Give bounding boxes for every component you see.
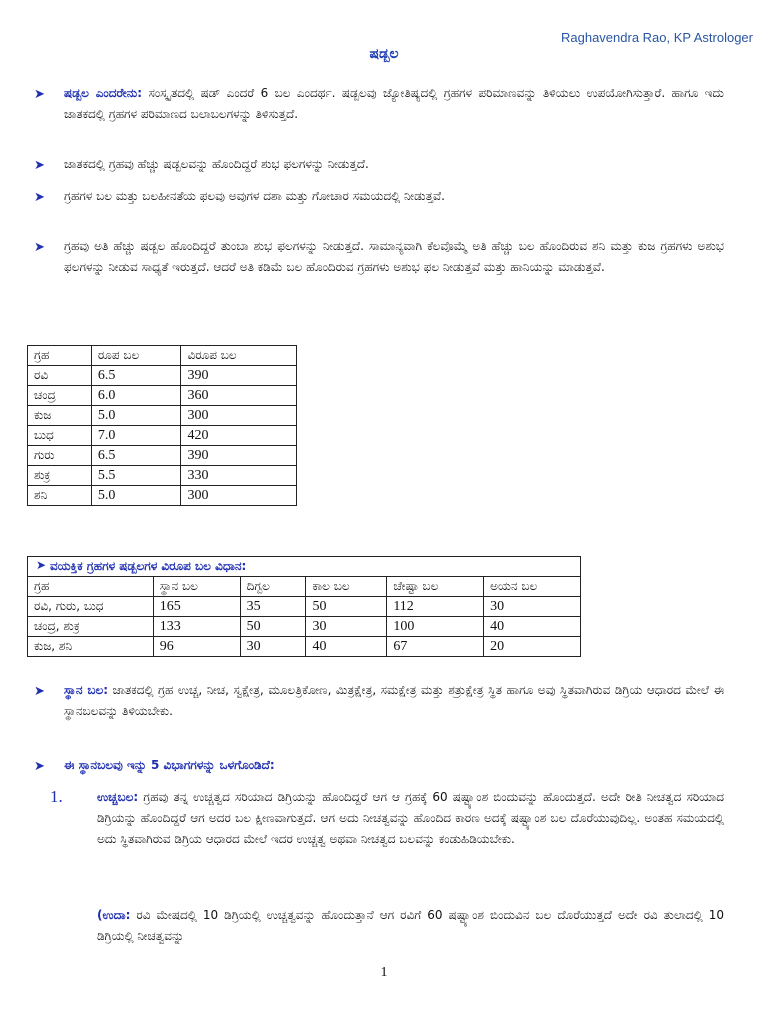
- value-cell: 5.0: [91, 486, 181, 506]
- header-cell: ಕಾಲ ಬಲ: [306, 577, 387, 597]
- value-cell: 6.5: [91, 446, 181, 466]
- planet-cell: ರವಿ, ಗುರು, ಬುಧ: [28, 597, 154, 617]
- value-cell: 67: [387, 637, 484, 657]
- value-cell: 96: [153, 637, 240, 657]
- value-cell: 30: [240, 637, 306, 657]
- value-cell: 165: [153, 597, 240, 617]
- table-row: [28, 366, 297, 386]
- bullet-text: ಸಂಸ್ಕೃತದಲ್ಲಿ ಷಡ್ ಎಂದರೆ 6 ಬಲ ಎಂದರ್ಥ. ಷಡ್ಬಲವು ಜ್ಯೋತಿಷ್ಯದಲ್ಲಿ ಗ್ರಹಗಳ ಪರಿಮಾಣವನ್ನು ತಿಳಿಯಲು ಉಪಯೋಗಿಸುತ್ತಾರೆ. ಹಾಗೂ ಇದು ಜಾತಕದಲ್ಲಿ ಗ್ರಹಗಳ ಪರಿಮಾಣದ ಬಲಾಬಲಗಳನ್ನು ತಿಳಿಸುತ್ತದೆ.: [64, 86, 724, 121]
- sthana-lead: ಸ್ಥಾನ ಬಲ:: [64, 683, 109, 697]
- table-row: [28, 426, 297, 446]
- arrow-bullet-icon: ➤: [36, 558, 47, 572]
- arrow-bullet-icon: ➤: [34, 87, 45, 102]
- sthana-sub-heading: ಈ ಸ್ಥಾನಬಲವು ಇನ್ನು 5 ವಿಭಾಗಗಳನ್ನು ಒಳಗೊಂಡಿದೆ:: [64, 758, 275, 772]
- header-cell: ಗ್ರಹ: [28, 346, 92, 366]
- table-header-row: [28, 346, 297, 366]
- bullet-lead: ಷಡ್ಬಲ ಎಂದರೇನು:: [64, 86, 143, 100]
- value-cell: 390: [181, 366, 297, 386]
- sthana-bala-paragraph: [34, 680, 724, 722]
- planet-cell: ಚಂದ್ರ: [28, 386, 92, 406]
- bullet-paragraph: [34, 236, 724, 278]
- value-cell: 20: [484, 637, 581, 657]
- value-cell: 133: [153, 617, 240, 637]
- value-cell: 35: [240, 597, 306, 617]
- page-number: 1: [380, 965, 388, 980]
- arrow-bullet-icon: ➤: [34, 684, 45, 699]
- table-row: [28, 406, 297, 426]
- rupa-bala-table: [27, 345, 297, 506]
- table-row: [28, 386, 297, 406]
- arrow-bullet-icon: ➤: [34, 240, 45, 255]
- sthana-text: ಜಾತಕದಲ್ಲಿ ಗ್ರಹ ಉಚ್ಚ, ನೀಚ, ಸ್ವಕ್ಷೇತ್ರ, ಮೂಲತ್ರಿಕೋಣ, ಮಿತ್ರಕ್ಷೇತ್ರ, ಸಮಕ್ಷೇತ್ರ ಮತ್ತು ಶತ್ರುಕ್ಷೇತ್ರ ಸ್ಥಿತ ಹಾಗೂ ಅವು ಸ್ಥಿತವಾಗಿರುವ ಡಿಗ್ರಿಯ ಆಧಾರದ ಮೇಲೆ ಈ ಸ್ಥಾನಬಲವನ್ನು ತಿಳಿಯಬೇಕು.: [64, 683, 724, 718]
- value-cell: 112: [387, 597, 484, 617]
- page-title: ಷಡ್ಬಲ: [369, 46, 399, 62]
- value-cell: 300: [181, 486, 297, 506]
- value-cell: 30: [306, 617, 387, 637]
- value-cell: 40: [306, 637, 387, 657]
- value-cell: 6.0: [91, 386, 181, 406]
- header-cell: ಅಯನ ಬಲ: [484, 577, 581, 597]
- table-row: [28, 637, 581, 657]
- value-cell: 5.0: [91, 406, 181, 426]
- table-caption: [28, 557, 581, 577]
- planet-cell: ರವಿ: [28, 366, 92, 386]
- bullet-text: ಗ್ರಹಗಳ ಬಲ ಮತ್ತು ಬಲಹೀನತೆಯ ಫಲವು ಅವುಗಳ ದಶಾ ಮತ್ತು ಗೋಚಾರ ಸಮಯದಲ್ಲಿ ನೀಡುತ್ತವೆ.: [64, 189, 445, 203]
- example-paragraph: [97, 905, 724, 947]
- table-row: [28, 617, 581, 637]
- arrow-bullet-icon: ➤: [34, 158, 45, 173]
- uchcha-bala-paragraph: [97, 787, 724, 850]
- author-credit: Raghavendra Rao, KP Astrologer: [561, 30, 753, 45]
- header-cell: ಗ್ರಹ: [28, 577, 154, 597]
- example-text: ರವಿ ಮೇಷದಲ್ಲಿ 10 ಡಿಗ್ರಿಯಲ್ಲಿ ಉಚ್ಚತ್ವವನ್ನು ಹೊಂದುತ್ತಾನೆ ಆಗ ರವಿಗೆ 60 ಷಷ್ಟ್ಯಾಂಶ ಬಿಂದುವಿನ ಬಲ ದೊರೆಯುತ್ತದೆ ಅದೇ ರವಿ ತುಲಾದಲ್ಲಿ 10 ಡಿಗ್ರಿಯಲ್ಲಿ ನೀಚತ್ವವನ್ನು: [97, 908, 724, 943]
- planet-cell: ಚಂದ್ರ, ಶುಕ್ರ: [28, 617, 154, 637]
- table-row: [28, 597, 581, 617]
- value-cell: 50: [306, 597, 387, 617]
- header-cell: ವಿರೂಪ ಬಲ: [181, 346, 297, 366]
- table-row: [28, 446, 297, 466]
- value-cell: 330: [181, 466, 297, 486]
- value-cell: 5.5: [91, 466, 181, 486]
- value-cell: 30: [484, 597, 581, 617]
- planet-cell: ಬುಧ: [28, 426, 92, 446]
- planet-cell: ಕುಜ: [28, 406, 92, 426]
- planet-cell: ಗುರು: [28, 446, 92, 466]
- table-caption-text: ವಯಕ್ತಿಕ ಗ್ರಹಗಳ ಷಡ್ಬಲಗಳ ವಿರೂಪ ಬಲ ವಿಧಾನ:: [50, 559, 247, 573]
- value-cell: 420: [181, 426, 297, 446]
- planet-cell: ಶುಕ್ರ: [28, 466, 92, 486]
- bullet-paragraph: [34, 83, 724, 125]
- header-cell: ರೂಪ ಬಲ: [91, 346, 181, 366]
- uchcha-text: ಗ್ರಹವು ತನ್ನ ಉಚ್ಚತ್ವದ ಸರಿಯಾದ ಡಿಗ್ರಿಯನ್ನು ಹೊಂದಿದ್ದರೆ ಆಗ ಆ ಗ್ರಹಕ್ಕೆ 60 ಷಷ್ಟ್ಯಾಂಶ ಬಿಂದುವನ್ನು ಹೊಂದುತ್ತದೆ. ಅದೇ ರೀತಿ ನೀಚತ್ವದ ಸರಿಯಾದ ಡಿಗ್ರಿಯನ್ನು ಹೊಂದಿದ್ದರೆ ಆಗ ಅದರ ಬಲ ಕ್ಷೀಣವಾಗುತ್ತದೆ. ಆಗ ಅದು ನೀಚತ್ವವನ್ನು ಹೊಂದಿದ ಕಾರಣ ಅದಕ್ಕೆ ಷಷ್ಟ್ಯಾಂಶ ಬಲ ದೊರೆಯುವುದಿಲ್ಲ. ಅಂತಹ ಸಮಯದಲ್ಲಿ ಅದು ಸ್ಥಿತವಾಗಿರುವ ಡಿಗ್ರಿಯ ಆಧಾರದ ಮೇಲೆ ಇದರ ಉಚ್ಚತ್ವ ಅಥವಾ ನೀಚತ್ವದ ಬಲವನ್ನು ಕಂಡುಹಿಡಿಯಬೇಕು.: [97, 790, 724, 846]
- value-cell: 360: [181, 386, 297, 406]
- virupa-bala-table: [27, 556, 581, 657]
- table-row: [28, 486, 297, 506]
- value-cell: 390: [181, 446, 297, 466]
- bullet-paragraph: [34, 186, 724, 207]
- bullet-paragraph: [34, 154, 724, 175]
- item-number: 1.: [50, 787, 63, 806]
- value-cell: 100: [387, 617, 484, 637]
- header-cell: ದಿಗ್ಬಲ: [240, 577, 306, 597]
- planet-cell: ಶನಿ: [28, 486, 92, 506]
- value-cell: 6.5: [91, 366, 181, 386]
- arrow-bullet-icon: ➤: [34, 759, 45, 774]
- table-header-row: [28, 577, 581, 597]
- sthana-subsection: [34, 755, 724, 776]
- value-cell: 7.0: [91, 426, 181, 446]
- uchcha-lead: ಉಚ್ಚಬಲ:: [97, 790, 139, 804]
- planet-cell: ಕುಜ, ಶನಿ: [28, 637, 154, 657]
- arrow-bullet-icon: ➤: [34, 190, 45, 205]
- bullet-text: ಗ್ರಹವು ಅತಿ ಹೆಚ್ಚು ಷಡ್ಬಲ ಹೊಂದಿದ್ದರೆ ತುಂಬಾ ಶುಭ ಫಲಗಳನ್ನು ನೀಡುತ್ತದೆ. ಸಾಮಾನ್ಯವಾಗಿ ಕೆಲವೊಮ್ಮೆ ಅತಿ ಹೆಚ್ಚು ಬಲ ಹೊಂದಿರುವ ಶನಿ ಮತ್ತು ಕುಜ ಗ್ರಹಗಳು ಅಶುಭ ಫಲಗಳನ್ನು ನೀಡುವ ಸಾಧ್ಯತೆ ಇರುತ್ತದೆ. ಆದರೆ ಅತಿ ಕಡಿಮೆ ಬಲ ಹೊಂದಿರುವ ಗ್ರಹಗಳು ಅಶುಭ ಫಲ ನೀಡುತ್ತವೆ ಮತ್ತು ಹಾನಿಯನ್ನು ಮಾಡುತ್ತವೆ.: [64, 239, 724, 274]
- bullet-text: ಜಾತಕದಲ್ಲಿ ಗ್ರಹವು ಹೆಚ್ಚು ಷಡ್ಬಲವನ್ನು ಹೊಂದಿದ್ದರೆ ಶುಭ ಫಲಗಳನ್ನು ನೀಡುತ್ತದೆ.: [64, 157, 369, 171]
- table-caption-row: [28, 557, 581, 577]
- header-cell: ಸ್ಥಾನ ಬಲ: [153, 577, 240, 597]
- header-cell: ಚೇಷ್ಟಾ ಬಲ: [387, 577, 484, 597]
- value-cell: 50: [240, 617, 306, 637]
- value-cell: 40: [484, 617, 581, 637]
- example-lead: (ಉದಾ:: [97, 908, 131, 922]
- table-row: [28, 466, 297, 486]
- value-cell: 300: [181, 406, 297, 426]
